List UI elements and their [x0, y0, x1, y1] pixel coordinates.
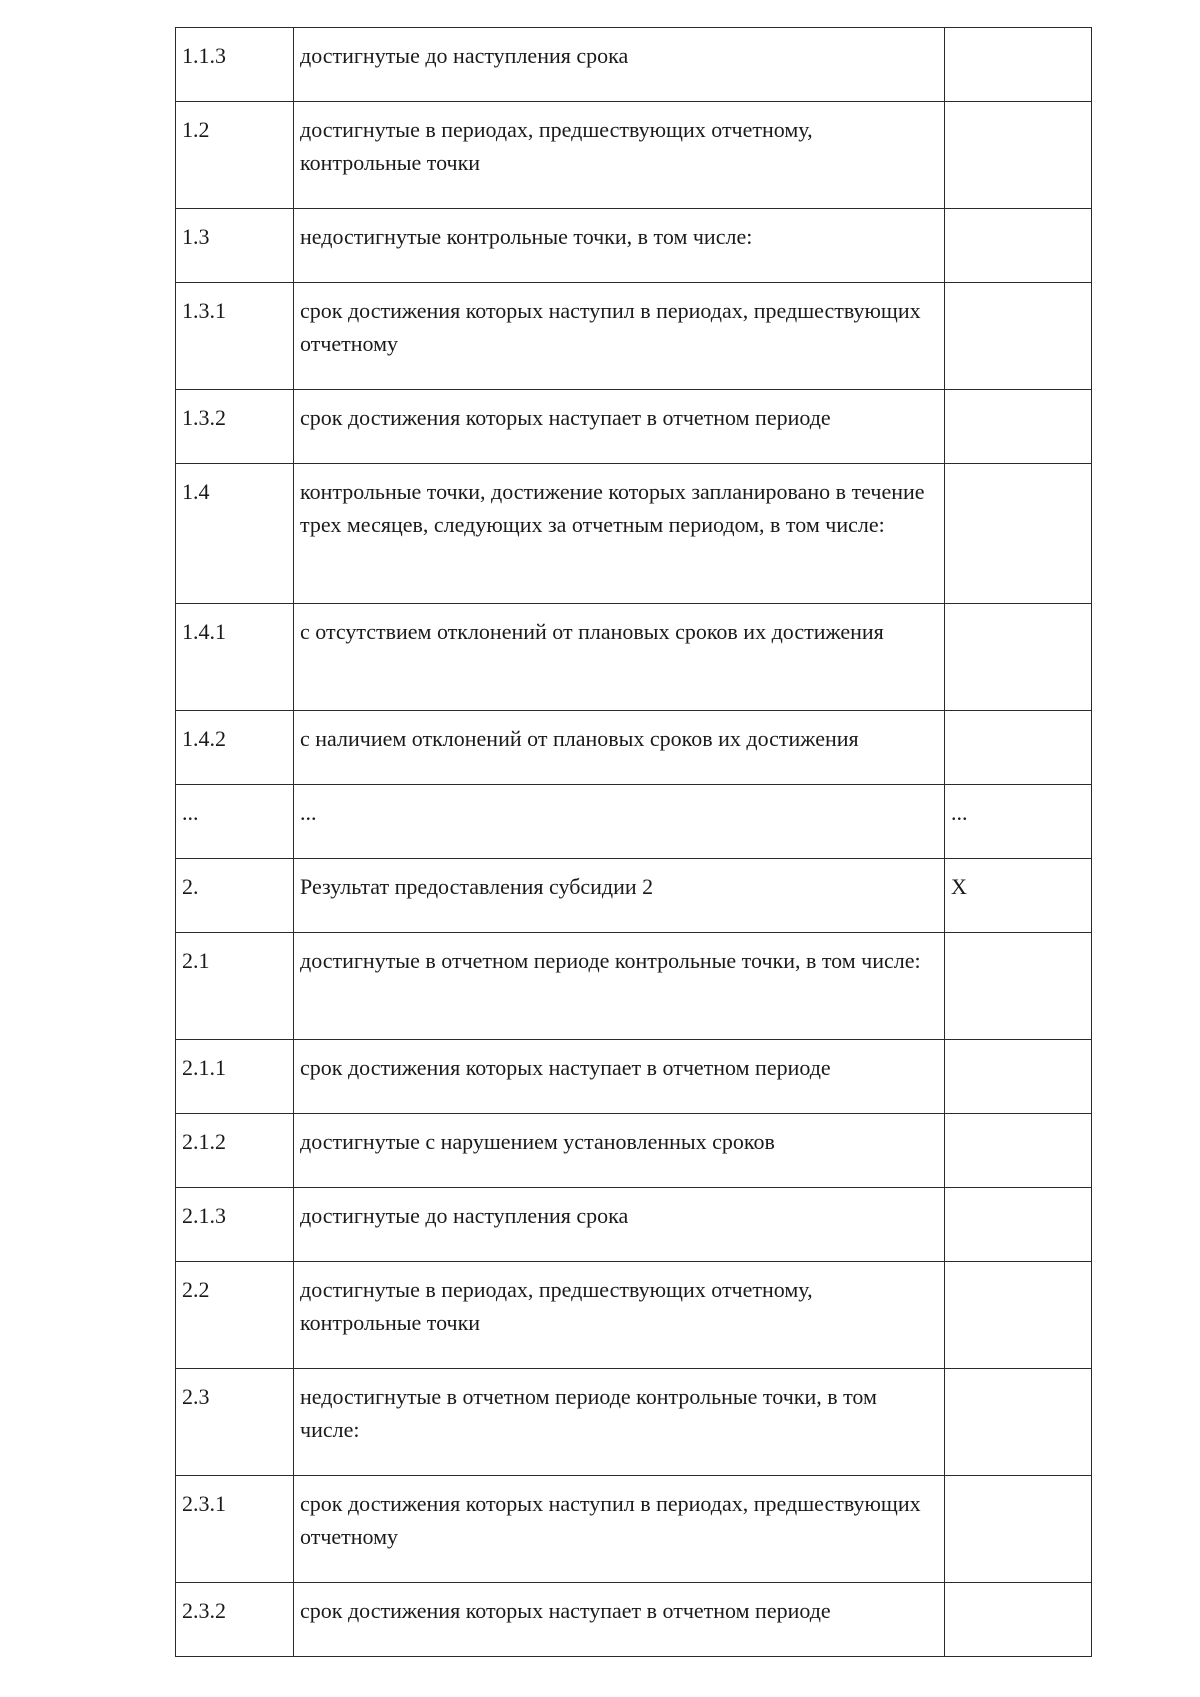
row-number: 2.3	[176, 1369, 294, 1476]
row-number: 2.1.1	[176, 1040, 294, 1114]
row-description: достигнутые в отчетном периоде контрольные точки, в том числе:	[294, 933, 945, 1040]
row-value	[945, 1188, 1092, 1262]
row-description: недостигнутые в отчетном периоде контрольные точки, в том числе:	[294, 1369, 945, 1476]
table-row	[176, 390, 1092, 464]
row-value	[945, 209, 1092, 283]
row-number: 1.2	[176, 102, 294, 209]
row-description: достигнутые с нарушением установленных сроков	[294, 1114, 945, 1188]
table-row	[176, 1369, 1092, 1476]
row-value	[945, 1040, 1092, 1114]
row-description: недостигнутые контрольные точки, в том числе:	[294, 209, 945, 283]
checkpoints-table	[175, 27, 1092, 1657]
table-row	[176, 28, 1092, 102]
row-value	[945, 28, 1092, 102]
table-row	[176, 1114, 1092, 1188]
row-description: контрольные точки, достижение которых запланировано в течение трех месяцев, следующих за отчетным периодом, в том числе:	[294, 464, 945, 604]
table-row	[176, 102, 1092, 209]
table-row	[176, 1583, 1092, 1657]
table-row	[176, 1188, 1092, 1262]
row-number: 2.	[176, 859, 294, 933]
row-value	[945, 1114, 1092, 1188]
table-row	[176, 1476, 1092, 1583]
row-description: достигнутые в периодах, предшествующих отчетному, контрольные точки	[294, 102, 945, 209]
row-value	[945, 464, 1092, 604]
row-number: ...	[176, 785, 294, 859]
row-description: срок достижения которых наступает в отчетном периоде	[294, 1583, 945, 1657]
row-description: достигнутые до наступления срока	[294, 28, 945, 102]
row-description: срок достижения которых наступил в периодах, предшествующих отчетному	[294, 283, 945, 390]
row-description: с отсутствием отклонений от плановых сроков их достижения	[294, 604, 945, 711]
row-description: срок достижения которых наступил в периодах, предшествующих отчетному	[294, 1476, 945, 1583]
table-row	[176, 283, 1092, 390]
row-number: 2.2	[176, 1262, 294, 1369]
row-number: 1.3.2	[176, 390, 294, 464]
row-value	[945, 604, 1092, 711]
row-number: 2.3.2	[176, 1583, 294, 1657]
row-value	[945, 1262, 1092, 1369]
row-number: 1.3.1	[176, 283, 294, 390]
table-row	[176, 933, 1092, 1040]
row-description: достигнутые до наступления срока	[294, 1188, 945, 1262]
row-number: 2.3.1	[176, 1476, 294, 1583]
row-number: 1.1.3	[176, 28, 294, 102]
table-row	[176, 209, 1092, 283]
row-value	[945, 283, 1092, 390]
row-description: Результат предоставления субсидии 2	[294, 859, 945, 933]
row-description: срок достижения которых наступает в отчетном периоде	[294, 1040, 945, 1114]
row-description: срок достижения которых наступает в отчетном периоде	[294, 390, 945, 464]
row-number: 2.1.2	[176, 1114, 294, 1188]
row-number: 1.4.2	[176, 711, 294, 785]
row-number: 1.4	[176, 464, 294, 604]
row-value	[945, 933, 1092, 1040]
row-description: ...	[294, 785, 945, 859]
table-row	[176, 464, 1092, 604]
row-number: 1.3	[176, 209, 294, 283]
row-number: 2.1.3	[176, 1188, 294, 1262]
table-row	[176, 604, 1092, 711]
table-row	[176, 859, 1092, 933]
table-row	[176, 1040, 1092, 1114]
row-value	[945, 1369, 1092, 1476]
table-row	[176, 785, 1092, 859]
row-value	[945, 1476, 1092, 1583]
table-row	[176, 1262, 1092, 1369]
row-number: 2.1	[176, 933, 294, 1040]
row-value: X	[945, 859, 1092, 933]
row-value	[945, 711, 1092, 785]
row-value	[945, 102, 1092, 209]
row-number: 1.4.1	[176, 604, 294, 711]
row-value: ...	[945, 785, 1092, 859]
row-description: с наличием отклонений от плановых сроков их достижения	[294, 711, 945, 785]
row-value	[945, 390, 1092, 464]
row-description: достигнутые в периодах, предшествующих отчетному, контрольные точки	[294, 1262, 945, 1369]
row-value	[945, 1583, 1092, 1657]
table-row	[176, 711, 1092, 785]
